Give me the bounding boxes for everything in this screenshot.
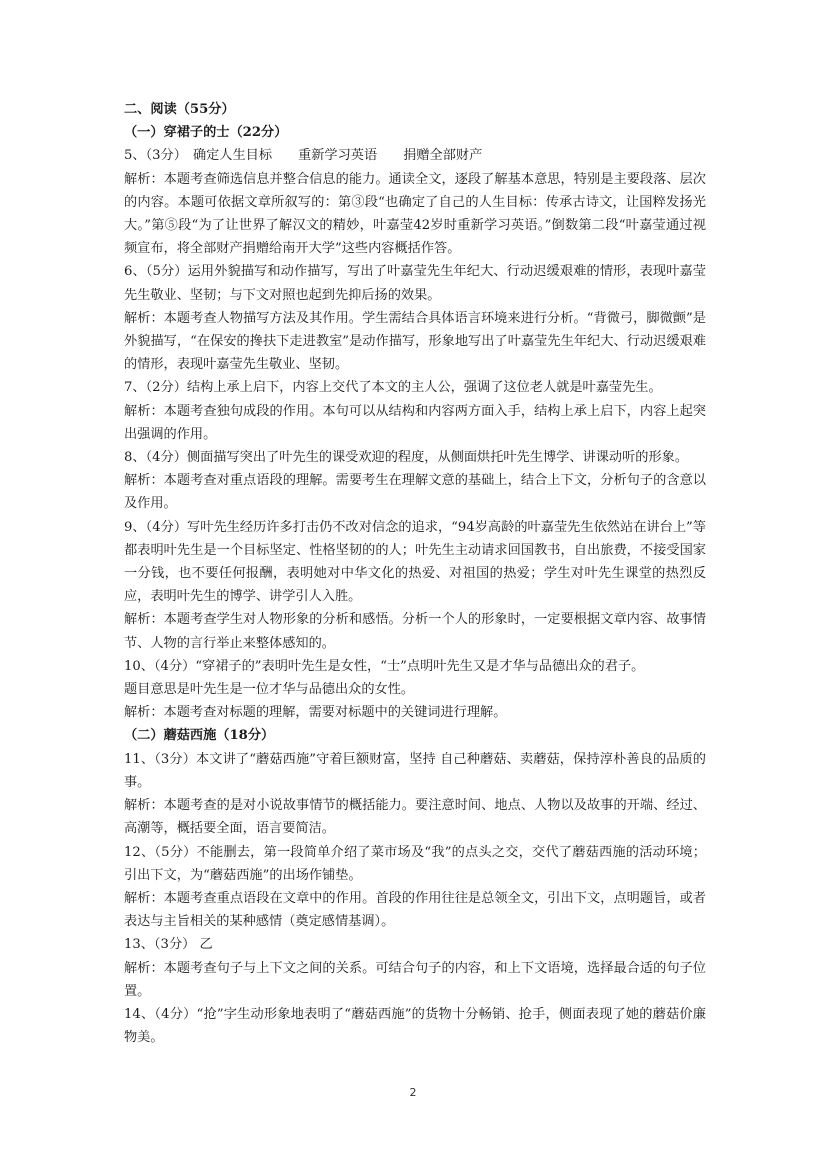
page-number: 2 (409, 1086, 417, 1099)
q5-number: 5、（3分） (124, 148, 187, 164)
q5-answer-1: 确定人生目标 (192, 148, 273, 164)
part2-title: （二）蘑菇西施（18分） (124, 728, 275, 744)
q5-answer-3: 捐赠全部财产 (403, 148, 483, 164)
q10-meaning: 题目意思是叶先生是一位才华与品德出众的女性。 (124, 682, 415, 698)
q13-analysis: 解析：本题考查句子与上下文之间的关系。可结合句子的内容，和上下文语境，选择最合适的句子位置。 (124, 960, 706, 999)
q10-answer: 10、（4分）“穿裙子的”表明叶先生是女性，“士”点明叶先生又是才华与品德出众的君子。 (124, 658, 645, 674)
q12-analysis: 解析：本题考查重点语段在文章中的作用。首段的作用往往是总领全文，引出下文，点明题旨，或者表达与主旨相关的某种感情（奠定感情基调）。 (124, 890, 706, 930)
q9-answer: 9、（4分）写叶先生经历许多打击仍不改对信念的追求，“94岁高龄的叶嘉莹先生依然站在讲台上”等都表明叶先生是一个目标坚定、性格坚韧的的人；叶先生主动请求回国教书，自出旅费，不接受国家一分钱，也不要任何报酬，表明她对中华文化的热爱、对祖国的热爱；学生对叶先生课堂的热烈反应，表明叶先生的博学、讲学引人入胜。 (124, 519, 706, 605)
q7-analysis: 解析：本题考查独句成段的作用。本句可以从结构和内容两方面入手，结构上承上启下，内容上起突出强调的作用。 (124, 403, 706, 442)
q13-answer: 13、（3分） 乙 (124, 937, 213, 953)
part1-title: （一）穿裙子的士（22分） (124, 125, 288, 141)
q5-answer (124, 144, 706, 167)
q6-analysis: 解析：本题考查人物描写方法及其作用。学生需结合具体语言环境来进行分析。“背微弓，脚微颤”是外貌描写，“在保安的搀扶下走进教室”是动作描写，形象地写出了叶嘉莹先生年纪大、行动迟缓艰难的情形，表现叶嘉莹先生敬业、坚韧。 (124, 310, 706, 373)
q7-answer: 7、（2分）结构上承上启下，内容上交代了本文的主人公，强调了这位老人就是叶嘉莹先生。 (124, 380, 662, 396)
q9-analysis: 解析：本题考查学生对人物形象的分析和感悟。分析一个人的形象时，一定要根据文章内容、故事情节、人物的言行举止来整体感知的。 (124, 612, 706, 651)
q11-answer: 11、（3分）本文讲了“蘑菇西施”守着巨额财富，坚持 自己种蘑菇、卖蘑菇，保持淳朴善良的品质的事。 (124, 751, 706, 790)
q5-answer-2: 重新学习英语 (298, 148, 378, 164)
q8-analysis: 解析：本题考查对重点语段的理解。需要考生在理解文意的基础上，结合上下文，分析句子的含意以及作用。 (124, 473, 706, 512)
answer-document (124, 98, 706, 1049)
q10-analysis: 解析：本题考查对标题的理解，需要对标题中的关键词进行理解。 (124, 705, 507, 721)
q6-answer: 6、（5分）运用外貌描写和动作描写，写出了叶嘉莹先生年纪大、行动迟缓艰难的情形，表现叶嘉莹先生敬业、坚韧；与下文对照也起到先抑后扬的效果。 (124, 264, 706, 303)
q14-answer: 14、（4分）“抢”字生动形象地表明了“蘑菇西施”的货物十分畅销、抢手，侧面表现了她的蘑菇价廉物美。 (124, 1006, 706, 1046)
q8-answer: 8、（4分）侧面描写突出了叶先生的课受欢迎的程度，从侧面烘托叶先生博学、讲课动听的形象。 (124, 450, 689, 466)
section-title: 二、阅读（55分） (124, 102, 235, 117)
q5-analysis: 解析：本题考查筛选信息并整合信息的能力。通读全文，逐段了解基本意思，特别是主要段落、层次的内容。本题可依据文章所叙写的：第③段“也确定了自己的人生目标：传承古诗文，让国粹发扬光大。”第⑤段“为了让世界了解汉文的精妙，叶嘉莹42岁时重新学习英语。”倒数第二段“叶嘉莹通过视频宣布，将全部财产捐赠给南开大学”这些内容概括作答。 (124, 171, 706, 257)
q12-answer: 12、（5分）不能删去，第一段简单介绍了菜市场及“我”的点头之交，交代了蘑菇西施的活动环境；引出下文，为“蘑菇西施”的出场作铺垫。 (124, 844, 706, 883)
q11-analysis: 解析：本题考查的是对小说故事情节的概括能力。要注意时间、地点、人物以及故事的开端、经过、高潮等，概括要全面，语言要简洁。 (124, 798, 706, 837)
